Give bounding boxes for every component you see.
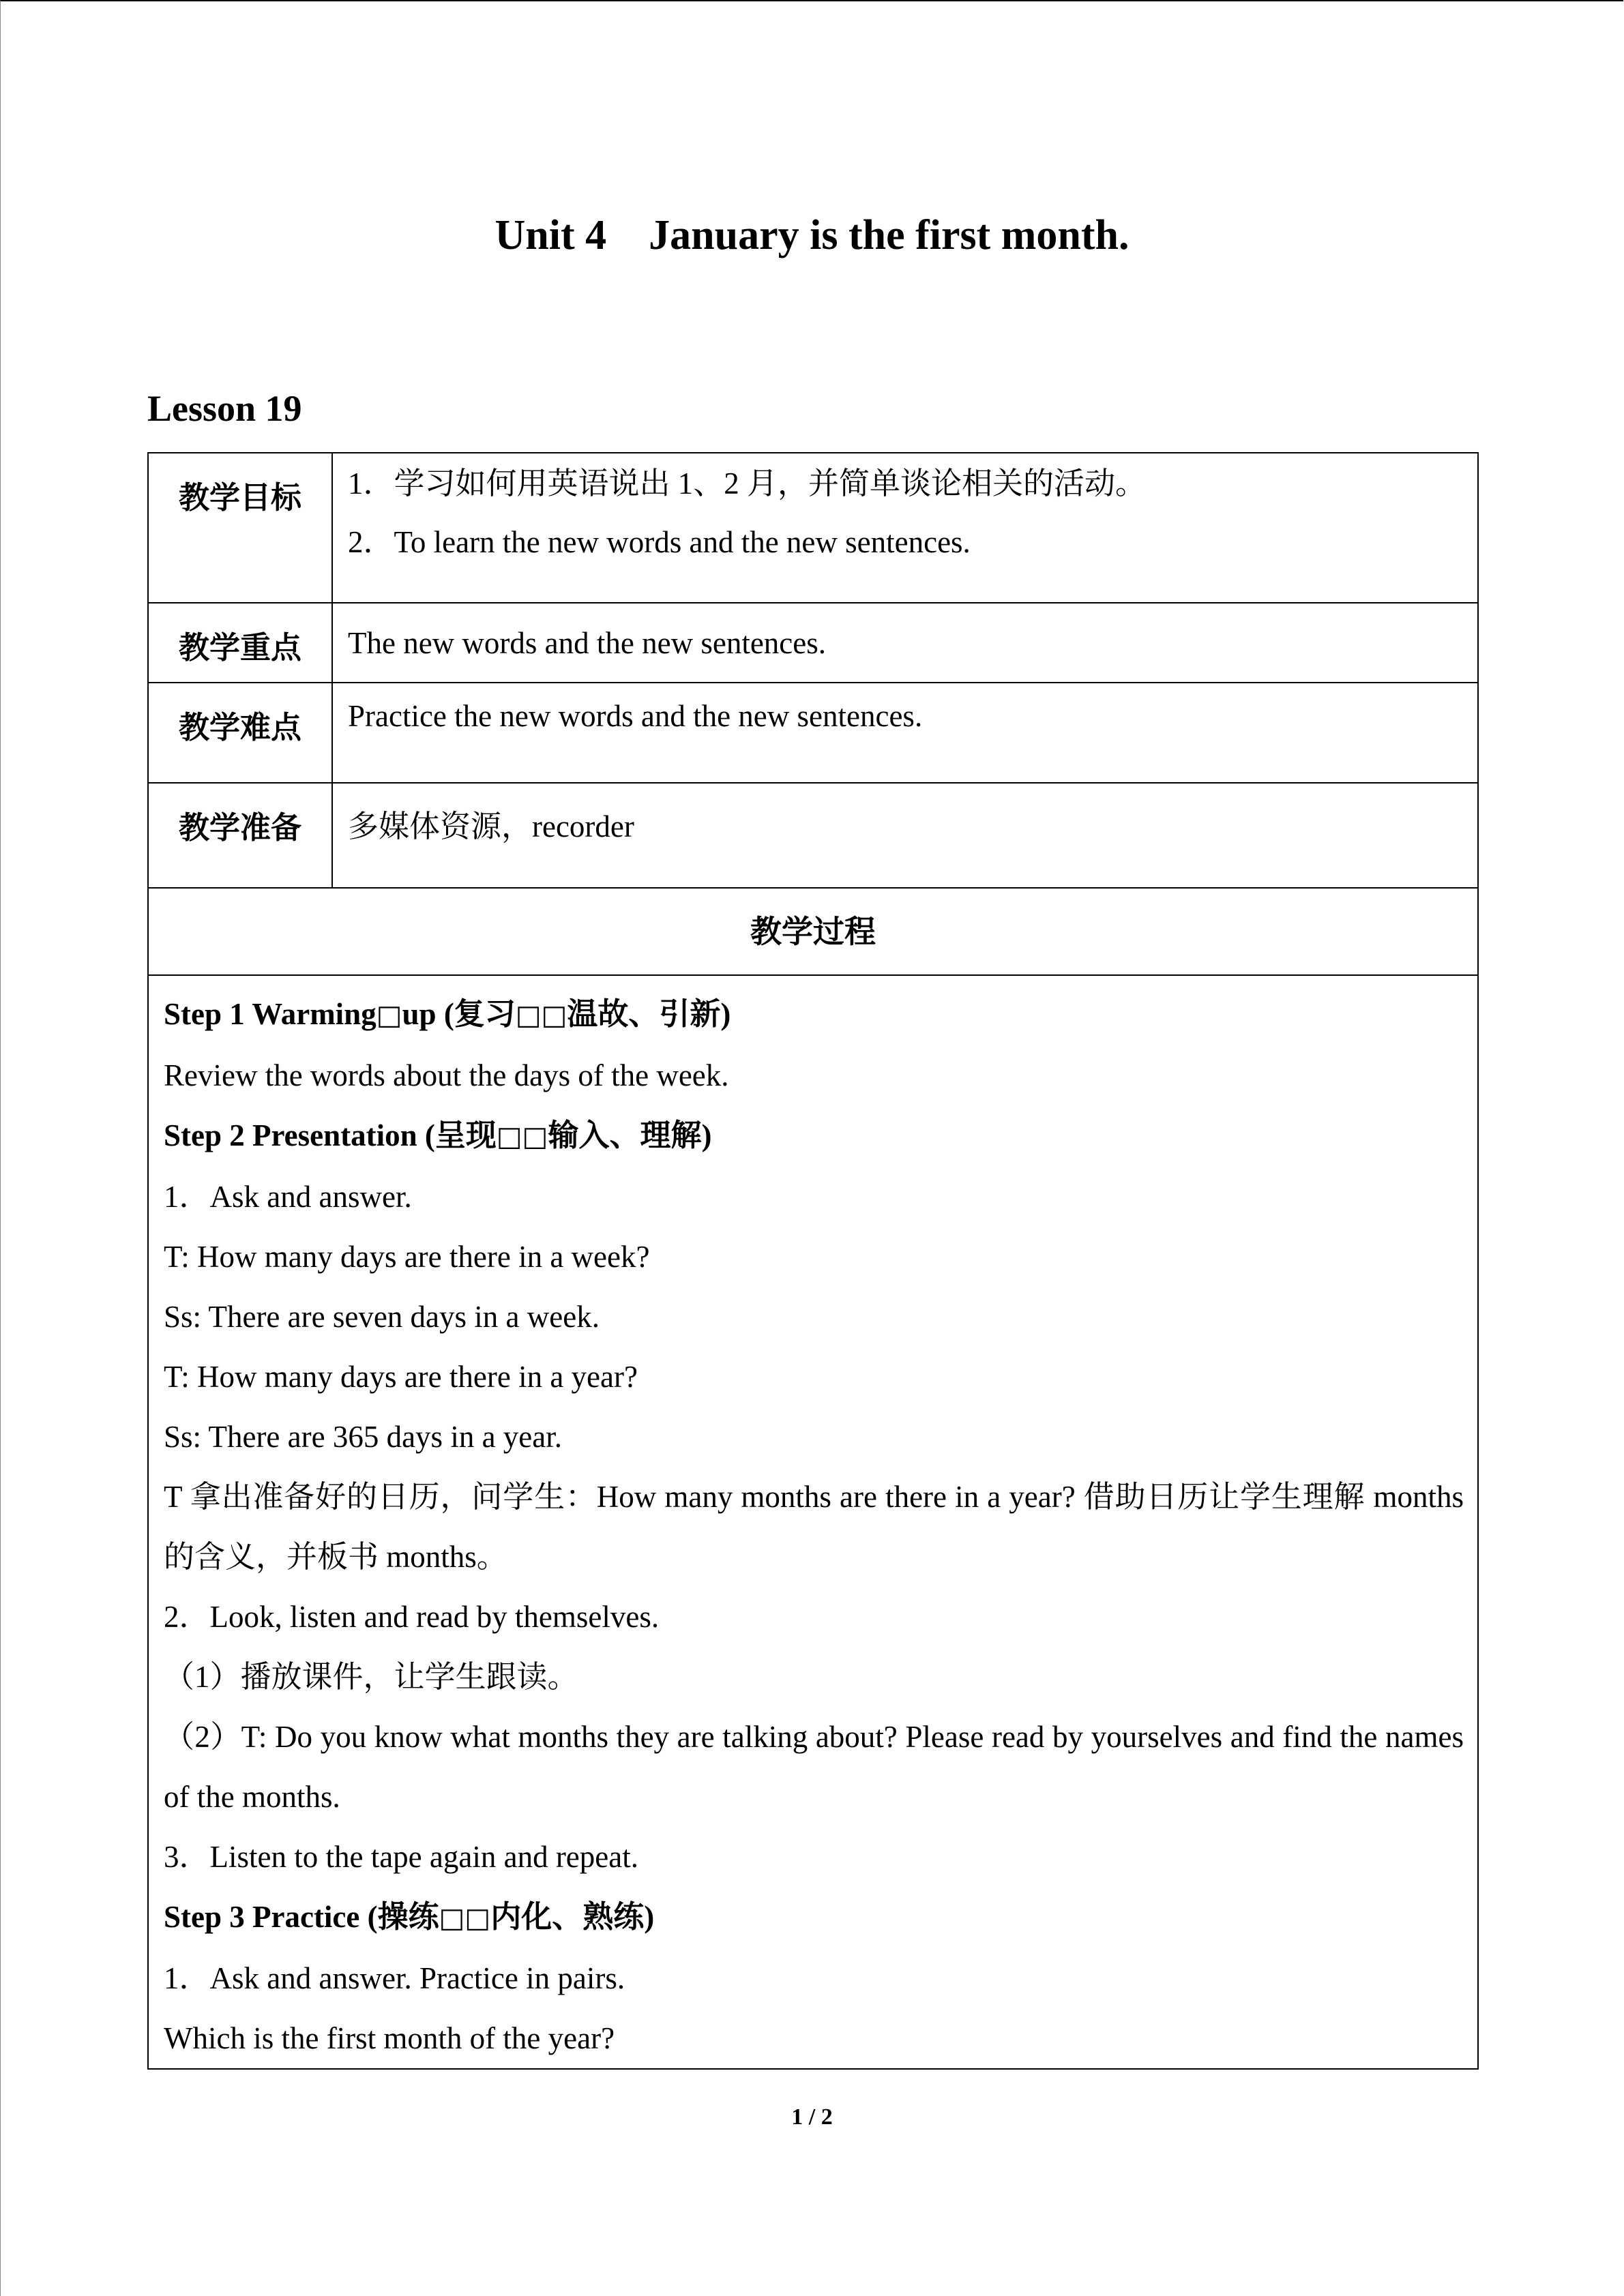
objectives-row xyxy=(148,453,1478,603)
difficulties-cell: Practice the new words and the new sentences. xyxy=(332,683,1478,783)
step2-subitem: （2）T: Do you know what months they are talking about? Please read by yourselves and find the names of the months. xyxy=(164,1720,1464,1814)
key-points-row xyxy=(148,603,1478,683)
page-number: 1 / 2 xyxy=(791,2104,833,2130)
dialogue-line: T: How many days are there in a year? xyxy=(164,1360,638,1394)
step2-item: 3．Listen to the tape again and repeat. xyxy=(164,1840,638,1874)
step2-heading: Step 2 Presentation (呈现□□输入、理解) xyxy=(164,1118,712,1152)
objectives-label: 教学目标 xyxy=(148,453,332,603)
preparation-cell: 多媒体资源，recorder xyxy=(332,783,1478,888)
step3-item: 1．Ask and answer. Practice in pairs. xyxy=(164,1961,625,1995)
key-points-label: 教学重点 xyxy=(148,603,332,683)
step2-item: 1．Ask and answer. xyxy=(164,1180,412,1214)
step2-subitem: （1）播放课件，让学生跟读。 xyxy=(164,1660,578,1694)
objective-item: 1．学习如何用英语说出 1、2 月，并简单谈论相关的活动。 xyxy=(348,466,1147,501)
preparation-label: 教学准备 xyxy=(148,783,332,888)
dialogue-line: T: How many days are there in a week? xyxy=(164,1240,650,1274)
step3-question: Which is the first month of the year? xyxy=(164,2021,615,2055)
lesson-heading: Lesson 19 xyxy=(147,388,302,429)
calendar-instruction: T 拿出准备好的日历，问学生：How many months are there in a year? 借助日历让学生理解 months 的含义，并板书 months。 xyxy=(164,1480,1464,1574)
step1-text: Review the words about the days of the week. xyxy=(164,1058,729,1092)
dialogue-line: Ss: There are seven days in a week. xyxy=(164,1300,600,1334)
process-row xyxy=(148,975,1478,2069)
step1-heading: Step 1 Warming□up (复习□□温故、引新) xyxy=(164,997,731,1031)
step2-item: 2．Look, listen and read by themselves. xyxy=(164,1600,660,1634)
preparation-row xyxy=(148,783,1478,888)
difficulties-row xyxy=(148,683,1478,783)
key-points-cell: The new words and the new sentences. xyxy=(332,603,1478,683)
difficulties-label: 教学难点 xyxy=(148,683,332,783)
process-cell xyxy=(148,975,1478,2069)
dialogue-line: Ss: There are 365 days in a year. xyxy=(164,1420,562,1454)
step3-heading: Step 3 Practice (操练□□内化、熟练) xyxy=(164,1900,655,1934)
process-header-row xyxy=(148,888,1478,975)
document-title: Unit 4 January is the first month. xyxy=(494,212,1130,258)
process-header: 教学过程 xyxy=(148,888,1478,975)
lesson-plan-table xyxy=(147,452,1479,2070)
objective-item: 2．To learn the new words and the new sentences. xyxy=(348,525,971,559)
objectives-cell xyxy=(332,453,1478,603)
